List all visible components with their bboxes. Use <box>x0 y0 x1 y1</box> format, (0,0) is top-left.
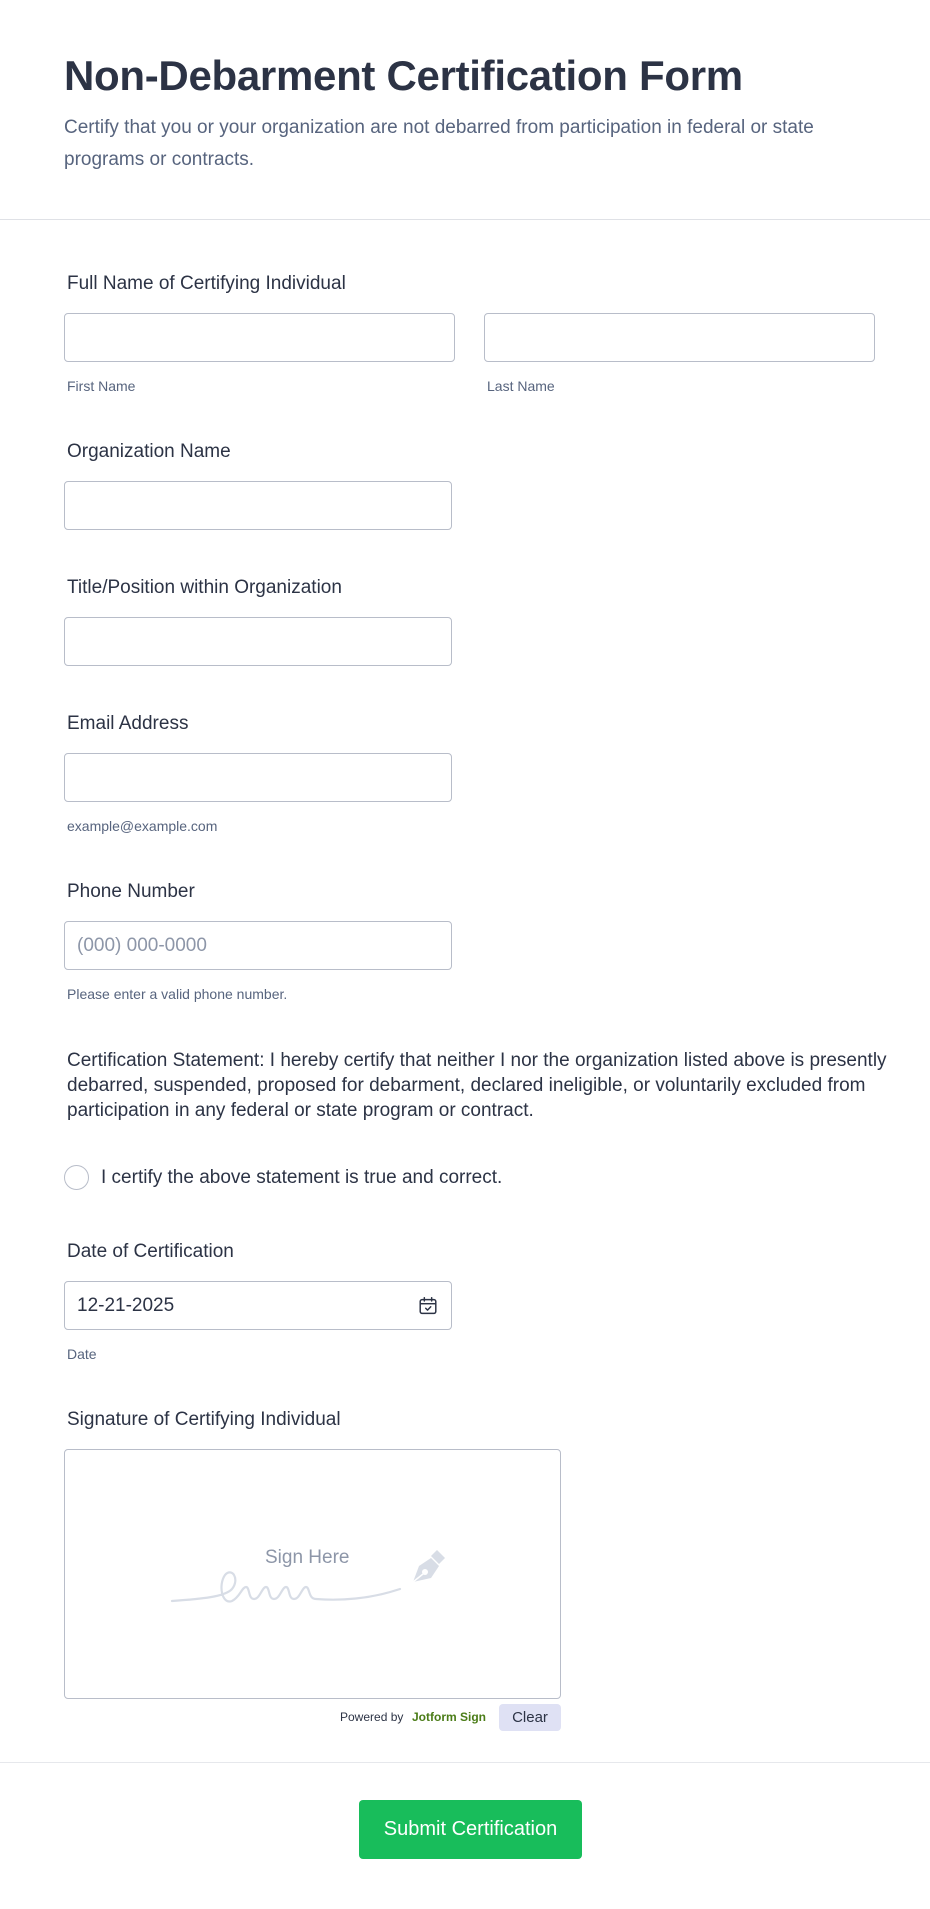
signature-pad[interactable] <box>64 1449 561 1699</box>
form-subtitle: Certify that you or your organization are not debarred from participation in federal or state programs or contracts. <box>64 117 814 170</box>
title-position-label: Title/Position within Organization <box>67 577 342 598</box>
certify-radio[interactable] <box>64 1165 89 1190</box>
certification-statement: Certification Statement: I hereby certify that neither I nor the organization listed above is presently debarred, suspended, proposed for debarment, declared ineligible, or voluntarily excluded from participation in any federal or state program or contract. <box>67 1050 887 1121</box>
email-input[interactable] <box>64 753 452 802</box>
title-position-input[interactable] <box>64 617 452 666</box>
phone-input[interactable] <box>64 921 452 970</box>
email-sublabel: example@example.com <box>67 818 218 834</box>
first-name-input[interactable] <box>64 313 455 362</box>
first-name-sublabel: First Name <box>67 378 136 394</box>
email-label: Email Address <box>67 713 189 734</box>
organization-input[interactable] <box>64 481 452 530</box>
form-title: Non-Debarment Certification Form <box>64 52 743 99</box>
jotform-sign-brand: Jotform Sign <box>412 1710 486 1724</box>
powered-by-text: Powered by <box>340 1710 404 1724</box>
date-sublabel: Date <box>67 1346 97 1362</box>
date-label: Date of Certification <box>67 1241 234 1262</box>
footer-divider <box>0 1762 930 1763</box>
clear-signature-button[interactable]: Clear <box>499 1704 561 1731</box>
certify-radio-label[interactable]: I certify the above statement is true and correct. <box>101 1167 503 1188</box>
phone-label: Phone Number <box>67 881 195 902</box>
form-header <box>0 0 930 220</box>
calendar-icon[interactable] <box>417 1295 439 1317</box>
pen-nib-icon <box>405 1546 449 1590</box>
date-input[interactable] <box>64 1281 452 1330</box>
date-value: 12-21-2025 <box>77 1294 175 1316</box>
signature-label: Signature of Certifying Individual <box>67 1409 341 1430</box>
sign-here-placeholder: Sign Here <box>265 1547 350 1568</box>
full-name-label: Full Name of Certifying Individual <box>67 273 346 294</box>
last-name-sublabel: Last Name <box>487 378 555 394</box>
phone-sublabel: Please enter a valid phone number. <box>67 986 288 1002</box>
submit-button[interactable]: Submit Certification <box>359 1800 582 1859</box>
organization-label: Organization Name <box>67 441 231 462</box>
last-name-input[interactable] <box>484 313 875 362</box>
